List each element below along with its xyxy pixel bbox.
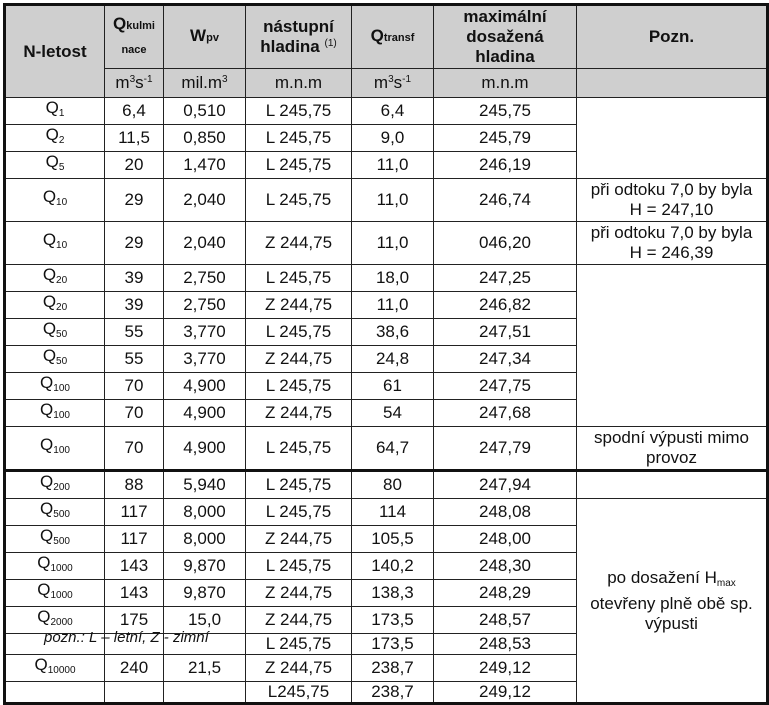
cell-q-kulminace: 55 — [105, 346, 164, 373]
cell-w-pv: 1,470 — [164, 152, 246, 179]
header-row — [5, 5, 768, 69]
cell-n-letost: $Q_{2000}$ — [5, 607, 105, 634]
cell-nastupni-hladina: Z 244,75 — [246, 222, 352, 265]
cell-nastupni-hladina: L 245,75 — [246, 152, 352, 179]
cell-q-transf: 61 — [352, 373, 434, 400]
cell-nastupni-hladina: L 245,75 — [246, 471, 352, 499]
cell-q-kulminace: 29 — [105, 222, 164, 265]
cell-n-letost: $Q_{50}$ — [5, 346, 105, 373]
header-q-kulminace: Qkulmi nace — [105, 5, 164, 69]
cell-w-pv: 21,5 — [164, 655, 246, 682]
table-row — [5, 222, 768, 265]
cell-nastupni-hladina: L245,75 — [246, 682, 352, 704]
cell-nastupni-hladina: Z 244,75 — [246, 607, 352, 634]
cell-n-letost: $Q_{50}$ — [5, 319, 105, 346]
cell-max-hladina: 249,12 — [434, 682, 577, 704]
unit-max-hladina: m.n.m — [434, 69, 577, 98]
unit-w-pv: $mil.m^3$ — [164, 69, 246, 98]
table-row — [5, 471, 768, 499]
cell-max-hladina: 247,51 — [434, 319, 577, 346]
cell-q-kulminace: 55 — [105, 319, 164, 346]
cell-w-pv: 3,770 — [164, 319, 246, 346]
cell-w-pv: 9,870 — [164, 580, 246, 607]
cell-w-pv: 15,0 — [164, 607, 246, 634]
cell-q-kulminace: 70 — [105, 427, 164, 471]
cell-q-kulminace — [105, 682, 164, 704]
cell-n-letost: $Q_{500}$ — [5, 526, 105, 553]
cell-n-letost: $Q_{1000}$ — [5, 580, 105, 607]
flood-table — [3, 3, 769, 705]
cell-nastupni-hladina: L 245,75 — [246, 634, 352, 655]
cell-q-kulminace: 29 — [105, 179, 164, 222]
cell-q-kulminace: 117 — [105, 526, 164, 553]
header-pozn: Pozn. — [577, 5, 768, 69]
cell-nastupni-hladina: Z 244,75 — [246, 400, 352, 427]
cell-nastupni-hladina: L 245,75 — [246, 373, 352, 400]
cell-max-hladina: 245,75 — [434, 98, 577, 125]
cell-q-transf: 138,3 — [352, 580, 434, 607]
cell-max-hladina: 247,68 — [434, 400, 577, 427]
cell-n-letost: $Q_{10000}$ — [5, 655, 105, 682]
cell-n-letost: $Q_{100}$ — [5, 373, 105, 400]
table-row — [5, 427, 768, 471]
cell-q-kulminace: 175 — [105, 607, 164, 634]
unit-pozn — [577, 69, 768, 98]
cell-max-hladina: 248,08 — [434, 499, 577, 526]
cell-n-letost: $Q_{20}$ — [5, 292, 105, 319]
cell-q-kulminace: 143 — [105, 580, 164, 607]
cell-q-transf: 18,0 — [352, 265, 434, 292]
cell-max-hladina: 247,25 — [434, 265, 577, 292]
cell-q-transf: 105,5 — [352, 526, 434, 553]
cell-max-hladina: 248,30 — [434, 553, 577, 580]
cell-w-pv: 4,900 — [164, 373, 246, 400]
table-row — [5, 499, 768, 526]
cell-w-pv: 2,750 — [164, 292, 246, 319]
table-row — [5, 98, 768, 125]
cell-q-kulminace: 143 — [105, 553, 164, 580]
unit-q-kulminace: $m^3s^{-1}$ — [105, 69, 164, 98]
cell-max-hladina: 248,29 — [434, 580, 577, 607]
cell-max-hladina: 248,53 — [434, 634, 577, 655]
cell-max-hladina: 246,19 — [434, 152, 577, 179]
cell-q-kulminace: 39 — [105, 292, 164, 319]
header-max-hladina: maximální dosažená hladina — [434, 5, 577, 69]
cell-q-transf: 54 — [352, 400, 434, 427]
units-row — [5, 69, 768, 98]
cell-q-transf: 114 — [352, 499, 434, 526]
cell-pozn-empty — [577, 471, 768, 499]
cell-max-hladina: 246,82 — [434, 292, 577, 319]
cell-w-pv: 8,000 — [164, 526, 246, 553]
note-q10-zimni: při odtoku 7,0 by byla H = 246,39 — [577, 222, 768, 265]
cell-q-kulminace: 39 — [105, 265, 164, 292]
cell-max-hladina: 248,00 — [434, 526, 577, 553]
cell-max-hladina: 246,74 — [434, 179, 577, 222]
cell-q-transf: 6,4 — [352, 98, 434, 125]
cell-w-pv: 3,770 — [164, 346, 246, 373]
cell-max-hladina: 247,94 — [434, 471, 577, 499]
cell-q-transf: 173,5 — [352, 607, 434, 634]
cell-w-pv: 2,750 — [164, 265, 246, 292]
header-w-pv: Wpv — [164, 5, 246, 69]
cell-max-hladina: 245,79 — [434, 125, 577, 152]
cell-w-pv — [164, 682, 246, 704]
cell-w-pv: 0,850 — [164, 125, 246, 152]
cell-max-hladina: 248,57 — [434, 607, 577, 634]
footnote: pozn.: L – letní, Z - zimní — [44, 629, 209, 646]
cell-q-kulminace: 88 — [105, 471, 164, 499]
unit-nastupni: m.n.m — [246, 69, 352, 98]
cell-nastupni-hladina: L 245,75 — [246, 98, 352, 125]
header-n-letost: N-letost — [5, 5, 105, 98]
cell-q-transf: 11,0 — [352, 179, 434, 222]
cell-w-pv: 9,870 — [164, 553, 246, 580]
note-hmax: po dosažení $H_{max}$ otevřeny plně obě sp. výpusti — [577, 499, 768, 704]
cell-q-transf: 24,8 — [352, 346, 434, 373]
cell-n-letost: $Q_1$ — [5, 98, 105, 125]
cell-q-transf: 9,0 — [352, 125, 434, 152]
cell-nastupni-hladina: L 245,75 — [246, 427, 352, 471]
cell-max-hladina: 247,75 — [434, 373, 577, 400]
cell-n-letost: $Q_{100}$ — [5, 427, 105, 471]
cell-q-transf: 80 — [352, 471, 434, 499]
cell-pozn-empty — [577, 98, 768, 179]
unit-q-transf: $m^3s^{-1}$ — [352, 69, 434, 98]
table-row — [5, 179, 768, 222]
cell-q-transf: 238,7 — [352, 655, 434, 682]
cell-q-kulminace: 70 — [105, 400, 164, 427]
cell-pozn-empty — [577, 265, 768, 427]
cell-w-pv: 4,900 — [164, 427, 246, 471]
cell-w-pv: 0,510 — [164, 98, 246, 125]
cell-q-transf: 11,0 — [352, 222, 434, 265]
cell-w-pv: 2,040 — [164, 179, 246, 222]
cell-q-kulminace: 6,4 — [105, 98, 164, 125]
cell-n-letost: $Q_{10}$ — [5, 222, 105, 265]
cell-nastupni-hladina: Z 244,75 — [246, 655, 352, 682]
cell-n-letost: $Q_{20}$ — [5, 265, 105, 292]
cell-max-hladina: 247,34 — [434, 346, 577, 373]
cell-nastupni-hladina: L 245,75 — [246, 125, 352, 152]
cell-w-pv: 8,000 — [164, 499, 246, 526]
cell-n-letost: $Q_{200}$ — [5, 471, 105, 499]
cell-nastupni-hladina: L 245,75 — [246, 499, 352, 526]
cell-nastupni-hladina: Z 244,75 — [246, 346, 352, 373]
cell-q-transf: 38,6 — [352, 319, 434, 346]
cell-q-kulminace: 20 — [105, 152, 164, 179]
note-q100: spodní výpusti mimo provoz — [577, 427, 768, 471]
cell-max-hladina: 249,12 — [434, 655, 577, 682]
cell-w-pv: 4,900 — [164, 400, 246, 427]
cell-nastupni-hladina: L 245,75 — [246, 319, 352, 346]
cell-n-letost: $Q_{500}$ — [5, 499, 105, 526]
table-body — [5, 98, 768, 704]
cell-n-letost: $Q_{10}$ — [5, 179, 105, 222]
cell-nastupni-hladina: L 245,75 — [246, 553, 352, 580]
cell-q-transf: 11,0 — [352, 292, 434, 319]
cell-max-hladina: 247,79 — [434, 427, 577, 471]
cell-max-hladina: 046,20 — [434, 222, 577, 265]
cell-q-transf: 11,0 — [352, 152, 434, 179]
cell-q-kulminace: 240 — [105, 655, 164, 682]
cell-w-pv: 5,940 — [164, 471, 246, 499]
cell-n-letost: $Q_{100}$ — [5, 400, 105, 427]
cell-nastupni-hladina: Z 244,75 — [246, 580, 352, 607]
cell-q-kulminace: 11,5 — [105, 125, 164, 152]
note-q10-letni: při odtoku 7,0 by byla H = 247,10 — [577, 179, 768, 222]
cell-q-transf: 238,7 — [352, 682, 434, 704]
cell-nastupni-hladina: Z 244,75 — [246, 526, 352, 553]
cell-n-letost — [5, 682, 105, 704]
table-row — [5, 265, 768, 292]
cell-nastupni-hladina: L 245,75 — [246, 179, 352, 222]
cell-w-pv: 2,040 — [164, 222, 246, 265]
cell-q-transf: 173,5 — [352, 634, 434, 655]
cell-q-kulminace: 117 — [105, 499, 164, 526]
cell-nastupni-hladina: Z 244,75 — [246, 292, 352, 319]
cell-q-transf: 64,7 — [352, 427, 434, 471]
cell-q-kulminace: 70 — [105, 373, 164, 400]
header-nastupni-hladina: nástupní hladina $^{(1)}$ — [246, 5, 352, 69]
header-q-transf: Qtransf — [352, 5, 434, 69]
cell-n-letost: $Q_2$ — [5, 125, 105, 152]
cell-n-letost: $Q_5$ — [5, 152, 105, 179]
cell-n-letost: $Q_{1000}$ — [5, 553, 105, 580]
cell-q-transf: 140,2 — [352, 553, 434, 580]
cell-nastupni-hladina: L 245,75 — [246, 265, 352, 292]
